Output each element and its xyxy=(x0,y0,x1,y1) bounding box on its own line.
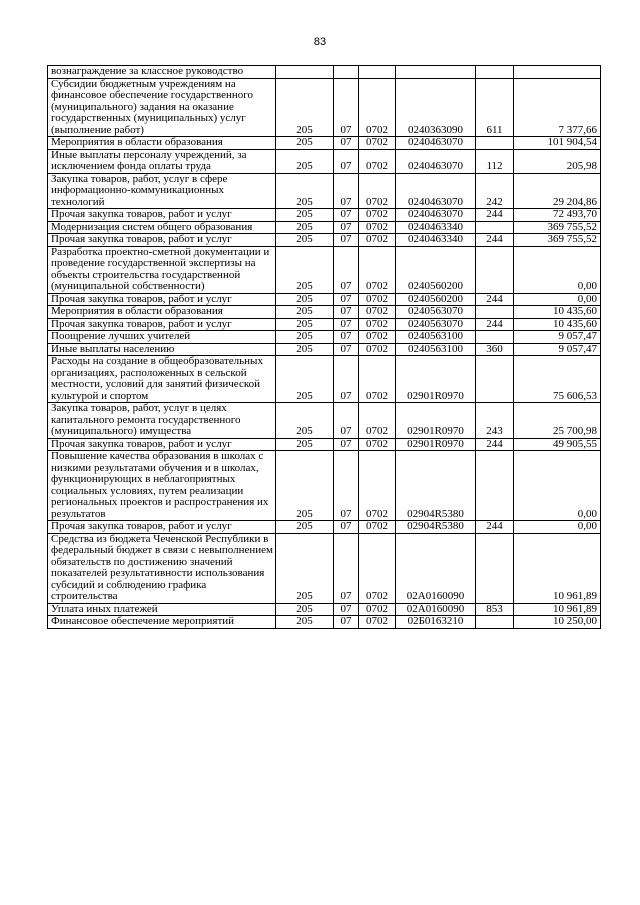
expense-type-cell xyxy=(476,246,514,293)
expense-name-cell: Повышение качества образования в школах с низкими результатами обучения и в школах, функционирующих в неблагоприятных социальных условиях, путем реализации региональных проектов и распространения их результатов xyxy=(48,451,276,521)
subsection-code-cell: 0702 xyxy=(359,293,396,306)
target-article-cell: 02904R5380 xyxy=(396,521,476,534)
target-article-cell: 02901R0970 xyxy=(396,438,476,451)
expense-name-cell: Закупка товаров, работ, услуг в целях капитального ремонта государственного (муниципального) имущества xyxy=(48,403,276,439)
grbs-code-cell: 205 xyxy=(276,331,334,344)
amount-cell: 369 755,52 xyxy=(514,234,601,247)
subsection-code-cell: 0702 xyxy=(359,137,396,150)
target-article-cell: 0240563070 xyxy=(396,318,476,331)
target-article-cell: 0240560200 xyxy=(396,293,476,306)
expense-type-cell xyxy=(476,616,514,629)
amount-cell: 369 755,52 xyxy=(514,221,601,234)
target-article-cell: 02А0160090 xyxy=(396,533,476,603)
expense-type-cell xyxy=(476,533,514,603)
section-code-cell: 07 xyxy=(334,403,359,439)
subsection-code-cell: 0702 xyxy=(359,234,396,247)
grbs-code-cell: 205 xyxy=(276,318,334,331)
budget-table xyxy=(47,65,601,629)
subsection-code-cell: 0702 xyxy=(359,616,396,629)
expense-name-cell: вознаграждение за классное руководство xyxy=(48,66,276,79)
subsection-code-cell: 0702 xyxy=(359,603,396,616)
subsection-code-cell: 0702 xyxy=(359,438,396,451)
section-code-cell: 07 xyxy=(334,331,359,344)
section-code-cell: 07 xyxy=(334,318,359,331)
grbs-code-cell: 205 xyxy=(276,173,334,209)
target-article-cell: 02904R5380 xyxy=(396,451,476,521)
section-code-cell: 07 xyxy=(334,209,359,222)
target-article-cell: 0240463070 xyxy=(396,173,476,209)
subsection-code-cell: 0702 xyxy=(359,343,396,356)
table-row xyxy=(48,234,601,247)
amount-cell: 29 204,86 xyxy=(514,173,601,209)
section-code-cell: 07 xyxy=(334,221,359,234)
grbs-code-cell: 205 xyxy=(276,603,334,616)
section-code-cell: 07 xyxy=(334,246,359,293)
grbs-code-cell: 205 xyxy=(276,451,334,521)
expense-type-cell: 244 xyxy=(476,209,514,222)
expense-type-cell: 242 xyxy=(476,173,514,209)
section-code-cell: 07 xyxy=(334,234,359,247)
subsection-code-cell: 0702 xyxy=(359,521,396,534)
subsection-code-cell: 0702 xyxy=(359,209,396,222)
expense-type-cell: 611 xyxy=(476,78,514,137)
subsection-code-cell: 0702 xyxy=(359,221,396,234)
target-article-cell: 0240560200 xyxy=(396,246,476,293)
section-code-cell: 07 xyxy=(334,293,359,306)
table-row xyxy=(48,173,601,209)
amount-cell: 10 435,60 xyxy=(514,306,601,319)
target-article-cell: 0240463070 xyxy=(396,137,476,150)
amount-cell: 72 493,70 xyxy=(514,209,601,222)
section-code-cell: 07 xyxy=(334,356,359,403)
expense-type-cell: 244 xyxy=(476,318,514,331)
table-row xyxy=(48,66,601,79)
subsection-code-cell: 0702 xyxy=(359,533,396,603)
target-article-cell: 0240463340 xyxy=(396,234,476,247)
grbs-code-cell: 205 xyxy=(276,616,334,629)
target-article-cell: 02901R0970 xyxy=(396,403,476,439)
section-code-cell: 07 xyxy=(334,137,359,150)
amount-cell xyxy=(514,66,601,79)
table-row xyxy=(48,137,601,150)
table-row xyxy=(48,533,601,603)
section-code-cell: 07 xyxy=(334,533,359,603)
subsection-code-cell: 0702 xyxy=(359,331,396,344)
table-row xyxy=(48,209,601,222)
expense-type-cell xyxy=(476,221,514,234)
amount-cell: 49 905,55 xyxy=(514,438,601,451)
target-article-cell: 0240463340 xyxy=(396,221,476,234)
expense-name-cell: Разработка проектно-сметной документации и проведение государственной экспертизы на объекты строительства государственной (муниципальной собственности) xyxy=(48,246,276,293)
grbs-code-cell: 205 xyxy=(276,533,334,603)
grbs-code-cell: 205 xyxy=(276,246,334,293)
section-code-cell: 07 xyxy=(334,616,359,629)
amount-cell: 75 606,53 xyxy=(514,356,601,403)
subsection-code-cell: 0702 xyxy=(359,149,396,173)
amount-cell: 25 700,98 xyxy=(514,403,601,439)
subsection-code-cell: 0702 xyxy=(359,403,396,439)
grbs-code-cell: 205 xyxy=(276,78,334,137)
subsection-code-cell: 0702 xyxy=(359,356,396,403)
grbs-code-cell: 205 xyxy=(276,137,334,150)
expense-name-cell: Средства из бюджета Чеченской Республики в федеральный бюджет в связи с невыполнением обязательств по достижению значений показателей результативности использования субсидий и соблюдению графика строительства xyxy=(48,533,276,603)
target-article-cell: 0240363090 xyxy=(396,78,476,137)
expense-name-cell: Уплата иных платежей xyxy=(48,603,276,616)
expense-name-cell: Прочая закупка товаров, работ и услуг xyxy=(48,318,276,331)
target-article-cell: 0240563100 xyxy=(396,331,476,344)
expense-name-cell: Иные выплаты персоналу учреждений, за исключением фонда оплаты труда xyxy=(48,149,276,173)
section-code-cell: 07 xyxy=(334,603,359,616)
expense-name-cell: Модернизация систем общего образования xyxy=(48,221,276,234)
expense-name-cell: Иные выплаты населению xyxy=(48,343,276,356)
table-row xyxy=(48,603,601,616)
grbs-code-cell: 205 xyxy=(276,234,334,247)
subsection-code-cell: 0702 xyxy=(359,318,396,331)
section-code-cell: 07 xyxy=(334,521,359,534)
subsection-code-cell: 0702 xyxy=(359,173,396,209)
grbs-code-cell: 205 xyxy=(276,521,334,534)
expense-name-cell: Мероприятия в области образования xyxy=(48,306,276,319)
expense-name-cell: Прочая закупка товаров, работ и услуг xyxy=(48,521,276,534)
expense-name-cell: Поощрение лучших учителей xyxy=(48,331,276,344)
grbs-code-cell: 205 xyxy=(276,149,334,173)
amount-cell: 10 250,00 xyxy=(514,616,601,629)
amount-cell: 7 377,66 xyxy=(514,78,601,137)
grbs-code-cell: 205 xyxy=(276,343,334,356)
table-row xyxy=(48,221,601,234)
amount-cell: 9 057,47 xyxy=(514,343,601,356)
amount-cell: 10 961,89 xyxy=(514,533,601,603)
grbs-code-cell: 205 xyxy=(276,438,334,451)
grbs-code-cell: 205 xyxy=(276,209,334,222)
table-row xyxy=(48,403,601,439)
table-row xyxy=(48,306,601,319)
target-article-cell: 0240563100 xyxy=(396,343,476,356)
expense-type-cell xyxy=(476,137,514,150)
grbs-code-cell xyxy=(276,66,334,79)
expense-type-cell xyxy=(476,451,514,521)
section-code-cell: 07 xyxy=(334,451,359,521)
amount-cell: 10 961,89 xyxy=(514,603,601,616)
section-code-cell: 07 xyxy=(334,343,359,356)
expense-name-cell: Прочая закупка товаров, работ и услуг xyxy=(48,234,276,247)
expense-type-cell xyxy=(476,66,514,79)
subsection-code-cell: 0702 xyxy=(359,246,396,293)
table-row xyxy=(48,149,601,173)
subsection-code-cell xyxy=(359,66,396,79)
page-number: 83 xyxy=(313,36,327,48)
grbs-code-cell: 205 xyxy=(276,221,334,234)
expense-name-cell: Закупка товаров, работ, услуг в сфере информационно-коммуникационных технологий xyxy=(48,173,276,209)
target-article-cell: 02901R0970 xyxy=(396,356,476,403)
section-code-cell: 07 xyxy=(334,306,359,319)
amount-cell: 0,00 xyxy=(514,293,601,306)
section-code-cell xyxy=(334,66,359,79)
target-article-cell: 02А0160090 xyxy=(396,603,476,616)
subsection-code-cell: 0702 xyxy=(359,451,396,521)
section-code-cell: 07 xyxy=(334,149,359,173)
amount-cell: 205,98 xyxy=(514,149,601,173)
expense-type-cell: 243 xyxy=(476,403,514,439)
subsection-code-cell: 0702 xyxy=(359,78,396,137)
expense-type-cell: 244 xyxy=(476,293,514,306)
amount-cell: 9 057,47 xyxy=(514,331,601,344)
grbs-code-cell: 205 xyxy=(276,356,334,403)
expense-name-cell: Прочая закупка товаров, работ и услуг xyxy=(48,438,276,451)
expense-type-cell: 244 xyxy=(476,438,514,451)
expense-name-cell: Субсидии бюджетным учреждениям на финансовое обеспечение государственного (муниципального) задания на оказание государственных (муниципальных) услуг (выполнение работ) xyxy=(48,78,276,137)
expense-type-cell: 112 xyxy=(476,149,514,173)
grbs-code-cell: 205 xyxy=(276,293,334,306)
budget-table-body xyxy=(48,66,601,629)
section-code-cell: 07 xyxy=(334,173,359,209)
target-article-cell: 0240463070 xyxy=(396,149,476,173)
amount-cell: 101 904,54 xyxy=(514,137,601,150)
expense-type-cell: 244 xyxy=(476,521,514,534)
amount-cell: 0,00 xyxy=(514,451,601,521)
expense-name-cell: Финансовое обеспечение мероприятий xyxy=(48,616,276,629)
table-row xyxy=(48,616,601,629)
table-row xyxy=(48,78,601,137)
target-article-cell: 02Б0163210 xyxy=(396,616,476,629)
target-article-cell xyxy=(396,66,476,79)
table-row xyxy=(48,343,601,356)
expense-type-cell xyxy=(476,331,514,344)
section-code-cell: 07 xyxy=(334,78,359,137)
amount-cell: 0,00 xyxy=(514,246,601,293)
expense-name-cell: Прочая закупка товаров, работ и услуг xyxy=(48,293,276,306)
table-row xyxy=(48,521,601,534)
amount-cell: 0,00 xyxy=(514,521,601,534)
table-row xyxy=(48,438,601,451)
expense-type-cell: 360 xyxy=(476,343,514,356)
subsection-code-cell: 0702 xyxy=(359,306,396,319)
table-row xyxy=(48,451,601,521)
grbs-code-cell: 205 xyxy=(276,306,334,319)
expense-type-cell xyxy=(476,356,514,403)
expense-name-cell: Прочая закупка товаров, работ и услуг xyxy=(48,209,276,222)
grbs-code-cell: 205 xyxy=(276,403,334,439)
target-article-cell: 0240463070 xyxy=(396,209,476,222)
table-row xyxy=(48,246,601,293)
table-row xyxy=(48,293,601,306)
target-article-cell: 0240563070 xyxy=(396,306,476,319)
section-code-cell: 07 xyxy=(334,438,359,451)
table-row xyxy=(48,318,601,331)
expense-type-cell: 853 xyxy=(476,603,514,616)
expense-name-cell: Расходы на создание в общеобразовательных организациях, расположенных в сельской местности, условий для занятий физической культурой и спортом xyxy=(48,356,276,403)
expense-type-cell xyxy=(476,306,514,319)
expense-name-cell: Мероприятия в области образования xyxy=(48,137,276,150)
expense-type-cell: 244 xyxy=(476,234,514,247)
table-row xyxy=(48,331,601,344)
table-row xyxy=(48,356,601,403)
amount-cell: 10 435,60 xyxy=(514,318,601,331)
